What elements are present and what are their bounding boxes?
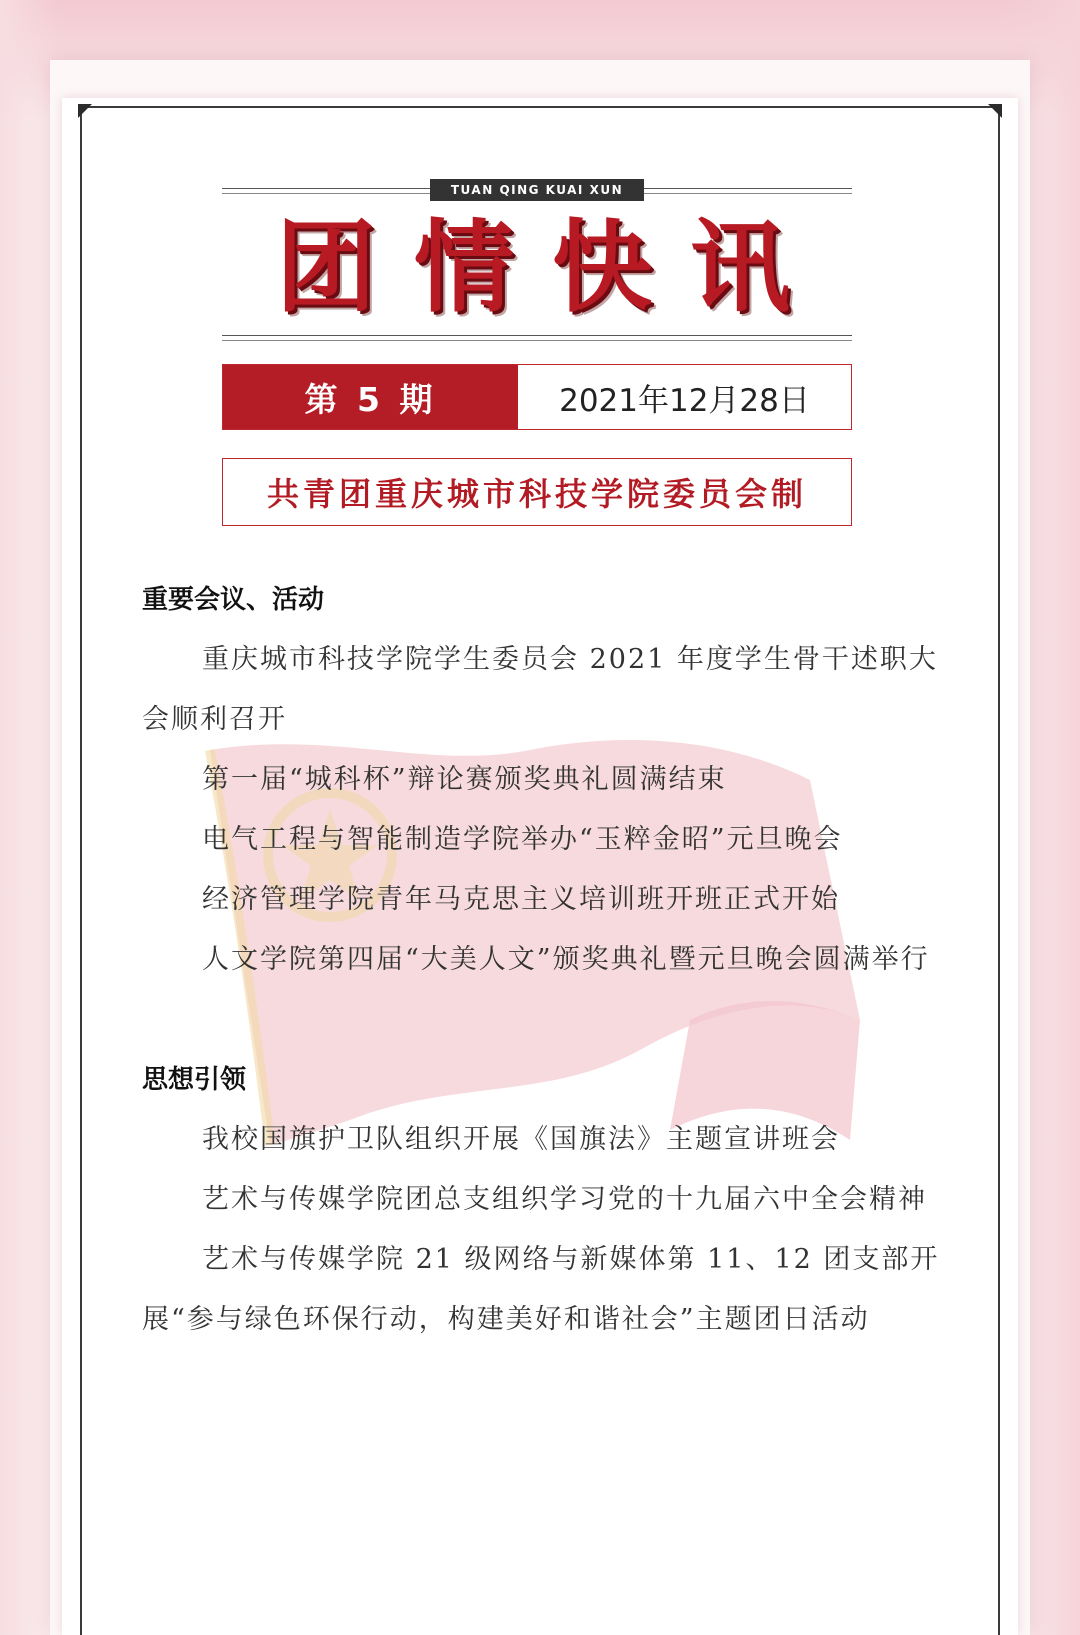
section-title-ideology: 思想引领 <box>142 1065 247 1095</box>
masthead-title: 团情快讯 <box>276 209 828 326</box>
header-rule-bottom <box>222 335 852 336</box>
news-item: 第一届“城科杯”辩论赛颁奖典礼圆满结束 <box>202 764 727 795</box>
news-item: 重庆城市科技学院学生委员会 2021 年度学生骨干述职大会顺利召开 <box>142 644 938 735</box>
news-item: 电气工程与智能制造学院举办“玉粹金昭”元旦晚会 <box>202 824 843 855</box>
issue-bar <box>222 364 852 430</box>
section-title-meetings: 重要会议、活动 <box>142 585 325 615</box>
news-item: 我校国旗护卫队组织开展《国旗法》主题宣讲班会 <box>202 1124 840 1155</box>
section-gap <box>142 990 942 1050</box>
news-content <box>142 570 942 1350</box>
organization-label: 共青团重庆城市科技学院委员会制 <box>222 458 852 526</box>
news-item: 人文学院第四届“大美人文”颁奖典礼暨元旦晚会圆满举行 <box>202 944 930 975</box>
corner-ornament-left <box>78 104 92 118</box>
issue-date: 2021年12月28日 <box>559 382 810 419</box>
news-item: 经济管理学院青年马克思主义培训班开班正式开始 <box>202 884 840 915</box>
issue-number: 第 5 期 <box>223 365 518 429</box>
news-item: 艺术与传媒学院团总支组织学习党的十九届六中全会精神 <box>202 1184 927 1215</box>
header-rule-bottom-2 <box>222 340 852 341</box>
masthead-pinyin: TUAN QING KUAI XUN <box>430 179 644 201</box>
news-item: 艺术与传媒学院 21 级网络与新媒体第 11、12 团支部开展“参与绿色环保行动，构建美好和谐社会”主题团日活动 <box>142 1244 940 1335</box>
corner-ornament-right <box>988 104 1002 118</box>
